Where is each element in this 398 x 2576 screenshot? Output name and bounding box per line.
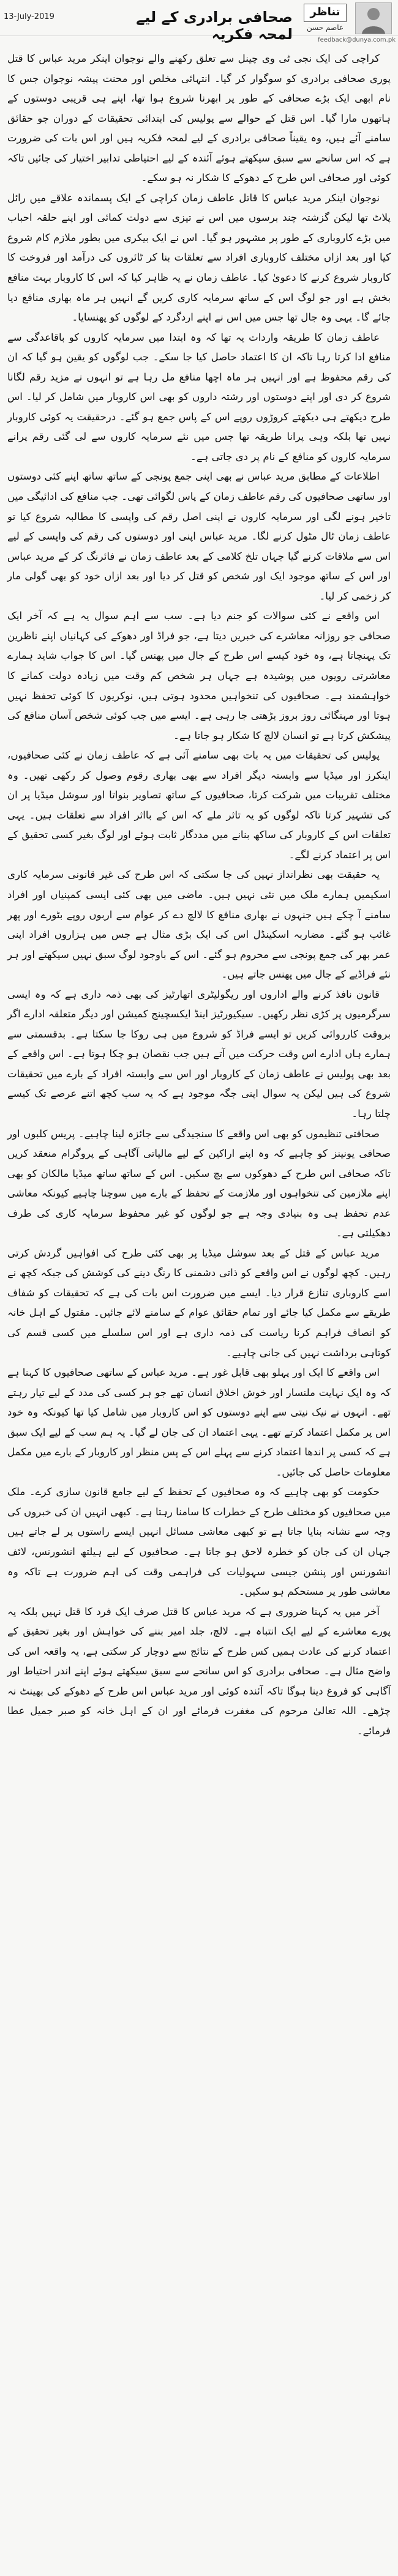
avatar-icon <box>356 3 391 34</box>
article-paragraph: صحافتی تنظیموں کو بھی اس واقعے کا سنجیدگی سے جائزہ لینا چاہیے۔ پریس کلبوں اور صحافی یونینز کو چاہیے کہ وہ اپنے اراکین کے لیے مالیاتی آگاہی کے پروگرام منعقد کریں تاکہ صحافی اس طرح کے دھوکوں سے بچ سکیں۔ اس کے ساتھ ساتھ میڈیا مالکان کو بھی اپنے ملازمین کی تنخواہوں اور ملازمت کے تحفظ کے بارے میں سوچنا چاہیے کیونکہ معاشی عدم تحفظ ہی وہ بنیادی وجہ ہے جو لوگوں کو غیر محفوظ سرمایہ کاری کی طرف دھکیلتی ہے۔ <box>7 1127 391 1239</box>
article-paragraph: مرید عباس کے قتل کے بعد سوشل میڈیا پر بھی کئی طرح کی افواہیں گردش کرتی رہیں۔ کچھ لوگوں نے اس واقعے کو ذاتی دشمنی کا رنگ دینے کی کوشش کی جبکہ کچھ نے اسے کاروباری تنازع قرار دیا۔ ایسے میں ضرورت اس بات کی ہے کہ تحقیقات کو شفاف طریقے سے مکمل کیا جائے اور تمام حقائق عوام کے سامنے لائے جائیں۔ مقتول کے اہل خانہ کو انصاف فراہم کرنا ریاست کی ذمہ داری ہے اور اس سلسلے میں کسی قسم کی کوتاہی برداشت نہیں کی جانی چاہیے۔ <box>7 1247 391 1359</box>
article-paragraph: نوجوان اینکر مرید عباس کا قاتل عاطف زمان کراچی کے ایک پسماندہ علاقے میں رائل پلاٹ تھا لیکن گزشتہ چند برسوں میں اس نے تیزی سے دولت کمائی اور اپنے حلقہ احباب میں بڑے کاروباری کے طور پر مشہور ہو گیا۔ اس نے ایک بیکری میں بطور ملازم کام شروع کیا اور بعد ازاں مختلف کاروباری افراد سے تعلقات بنا کر ٹائروں کی درآمد اور فروخت کا کاروبار شروع کرنے کا دعویٰ کیا۔ عاطف زمان نے یہ ظاہر کیا کہ اس کا کاروبار بہت منافع بخش ہے اور جو لوگ اس کے ساتھ سرمایہ کاری کریں گے انہیں ہر ماہ بھاری منافع دیا جائے گا۔ یہی وہ جال تھا جس میں اس نے اپنے اردگرد کے لوگوں کو پھنسایا۔ <box>7 191 391 324</box>
article-paragraph: حکومت کو بھی چاہیے کہ وہ صحافیوں کے تحفظ کے لیے جامع قانون سازی کرے۔ ملک میں صحافیوں کو مختلف طرح کے خطرات کا سامنا رہتا ہے۔ کبھی انہیں ان کی خبروں کی وجہ سے نشانہ بنایا جاتا ہے تو کبھی معاشی مسائل انہیں ایسے راستوں پر لے جاتے ہیں جہاں ان کی جان کو خطرہ لاحق ہو جاتا ہے۔ صحافیوں کے لیے ہیلتھ انشورنس، لائف انشورنس اور پنشن جیسی سہولیات کی فراہمی وقت کی اہم ضرورت ہے تاکہ وہ معاشی طور پر مستحکم ہو سکیں۔ <box>7 1486 391 1598</box>
author-photo <box>355 2 392 34</box>
article-paragraph: اطلاعات کے مطابق مرید عباس نے بھی اپنی جمع پونجی کے ساتھ ساتھ اپنے کئی دوستوں اور ساتھی صحافیوں کی رقم عاطف زمان کے پاس لگوائی تھی۔ جب منافع کی ادائیگی میں تاخیر ہونے لگی اور سرمایہ کاروں نے اپنی اصل رقم کی واپسی کا مطالبہ شروع کیا تو عاطف زمان ٹال مٹول کرنے لگا۔ مرید عباس اپنی اور دوستوں کی رقم کی واپسی کے لیے اس سے ملاقات کرنے گیا جہاں تلخ کلامی کے بعد عاطف زمان نے فائرنگ کر کے مرید عباس اور اس کے ساتھ موجود ایک اور شخص کو قتل کر دیا اور بعد ازاں خود کو بھی گولی مار کر زخمی کر لیا۔ <box>7 470 391 602</box>
publish-date: 13-July-2019 <box>4 12 54 21</box>
article-paragraph: آخر میں یہ کہنا ضروری ہے کہ مرید عباس کا قتل صرف ایک فرد کا قتل نہیں بلکہ یہ پورے معاشرے کے لیے ایک انتباہ ہے۔ لالچ، جلد امیر بننے کی خواہش اور بغیر تحقیق کے اعتماد کرنے کی عادت ہمیں کس طرح کے نتائج سے دوچار کر سکتی ہے، یہ واقعہ اس کی واضح مثال ہے۔ صحافی برادری کو اس سانحے سے سبق سیکھتے ہوئے اپنے اندر احتیاط اور آگاہی کو فروغ دینا ہوگا تاکہ آئندہ کوئی اور مرید عباس اس طرح کے دھوکے کی بھینٹ نہ چڑھے۔ اللہ تعالیٰ مرحوم کی مغفرت فرمائے اور ان کے اہل خانہ کو صبر جمیل عطا فرمائے۔ <box>7 1605 391 1737</box>
author-email: feedback@dunya.com.pk <box>318 37 396 43</box>
article-body <box>7 49 391 1741</box>
article-paragraph: اس واقعے کا ایک اور پہلو بھی قابل غور ہے۔ مرید عباس کے ساتھی صحافیوں کا کہنا ہے کہ وہ ایک نہایت ملنسار اور خوش اخلاق انسان تھے جو ہر کسی کی مدد کے لیے تیار رہتے تھے۔ انہوں نے نیک نیتی سے اپنے دوستوں کو اس کاروبار میں شامل کیا تھا کیونکہ وہ خود اس پر مکمل اعتماد کرتے تھے۔ یہی اعتماد ان کی جان لے گیا۔ یہ ہم سب کے لیے ایک سبق ہے کہ کسی پر اندھا اعتماد کرنے سے پہلے اس کے پس منظر اور کاروبار کے بارے میں مکمل معلومات حاصل کی جائیں۔ <box>7 1367 391 1478</box>
article-paragraph: اس واقعے نے کئی سوالات کو جنم دیا ہے۔ سب سے اہم سوال یہ ہے کہ آخر ایک صحافی جو روزانہ معاشرے کی خبریں دیتا ہے، جو فراڈ اور دھوکے کی کہانیاں اپنے ناظرین تک پہنچاتا ہے، وہ خود کیسے اس طرح کے جال میں پھنس گیا۔ اس کا جواب شاید ہمارے معاشرتی رویوں میں پوشیدہ ہے جہاں ہر شخص کم وقت میں زیادہ دولت کمانے کا خواہشمند ہے۔ صحافیوں کی تنخواہیں محدود ہوتی ہیں، نوکریوں کا کوئی تحفظ نہیں ہوتا اور مہنگائی روز بروز بڑھتی جا رہی ہے۔ ایسے میں جب کوئی شخص آسان منافع کی پیشکش کرتا ہے تو انسان لالچ کا شکار ہو جاتا ہے۔ <box>7 610 391 741</box>
headline: صحافی برادری کے لیے لمحہ فکریہ <box>136 9 293 43</box>
author-name: عاصم حسن <box>306 23 344 32</box>
article-paragraph: پولیس کی تحقیقات میں یہ بات بھی سامنے آئی ہے کہ عاطف زمان نے کئی صحافیوں، اینکرز اور میڈیا سے وابستہ دیگر افراد سے بھی بھاری رقوم وصول کر رکھی تھیں۔ وہ مختلف تقریبات میں شرکت کرتا، صحافیوں کے ساتھ تصاویر بنواتا اور سوشل میڈیا پر ان کی تشہیر کرتا تاکہ لوگوں کو یہ تاثر ملے کہ اس کے بااثر افراد سے تعلقات ہیں۔ یہی تعلقات اس کے کاروبار کی ساکھ بنانے میں مددگار ثابت ہوئے اور لوگ بغیر کسی تحقیق کے اس پر اعتماد کرنے لگے۔ <box>7 749 391 861</box>
article-paragraph: قانون نافذ کرنے والے اداروں اور ریگولیٹری اتھارٹیز کی بھی ذمہ داری ہے کہ وہ ایسی سرگرمیوں پر کڑی نظر رکھیں۔ سیکیورٹیز اینڈ ایکسچینج کمیشن اور دیگر متعلقہ ادارے اگر بروقت کارروائی کریں تو ایسے فراڈ کو شروع میں ہی روکا جا سکتا ہے۔ بدقسمتی سے ہمارے ہاں ادارے اس وقت حرکت میں آتے ہیں جب نقصان ہو چکا ہوتا ہے۔ اس واقعے کے بعد بھی پولیس نے عاطف زمان کے کاروبار اور اس سے وابستہ افراد کے بارے میں تحقیقات شروع کی ہیں لیکن یہ سوال اپنی جگہ موجود ہے کہ یہ سب کچھ اتنے عرصے تک کیسے چلتا رہا۔ <box>7 988 391 1119</box>
column-logo <box>304 4 347 22</box>
article-paragraph: کراچی کی ایک نجی ٹی وی چینل سے تعلق رکھنے والے نوجوان اینکر مرید عباس کا قتل پوری صحافی برادری کو سوگوار کر گیا۔ انتہائی مخلص اور محنت پیشہ نوجوان جس کا نام ابھی ایک بڑے صحافی کے طور پر ابھرنا شروع ہوا تھا، اپنے ہی قریبی دوستوں کے ہاتھوں مارا گیا۔ اس قتل کے حوالے سے پولیس کی ابتدائی تحقیقات کے دوران جو حقائق سامنے آئے ہیں، وہ یقیناً صحافی برادری کے لیے لمحہ فکریہ ہیں اور اس بات کی ضرورت ہے کہ اس سانحے سے سبق سیکھتے ہوئے آئندہ کے لیے احتیاطی تدابیر اختیار کی جائیں تاکہ کوئی اور صحافی اس طرح کے دھوکے کا شکار نہ ہو سکے۔ <box>7 53 391 184</box>
column-logo-text: تناظر <box>310 6 340 18</box>
article-paragraph: یہ حقیقت بھی نظرانداز نہیں کی جا سکتی کہ اس طرح کی غیر قانونی سرمایہ کاری اسکیمیں ہمارے ملک میں نئی نہیں ہیں۔ ماضی میں بھی کئی ایسی کمپنیاں اور افراد سامنے آ چکے ہیں جنہوں نے بھاری منافع کا لالچ دے کر عوام سے اربوں روپے بٹورے اور پھر غائب ہو گئے۔ مضاربہ اسکینڈل اس کی ایک بڑی مثال ہے جس میں ہزاروں افراد اپنی عمر بھر کی جمع پونجی سے محروم ہو گئے۔ اس کے باوجود لوگ سبق نہیں سیکھتے اور ہر نئے فراڈیے کے جال میں پھنس جاتے ہیں۔ <box>7 869 391 981</box>
article-paragraph: عاطف زمان کا طریقہ واردات یہ تھا کہ وہ ابتدا میں سرمایہ کاروں کو باقاعدگی سے منافع ادا کرتا رہا تاکہ ان کا اعتماد حاصل کیا جا سکے۔ جب لوگوں کو یقین ہو گیا کہ ان کی رقم محفوظ ہے اور انہیں ہر ماہ اچھا منافع مل رہا ہے تو انہوں نے مزید رقم لگانا شروع کر دی اور اپنے دوستوں اور رشتہ داروں کو بھی اس کاروبار میں شامل کر لیا۔ اس طرح دیکھتے ہی دیکھتے کروڑوں روپے اس کے پاس جمع ہو گئے۔ درحقیقت یہ کوئی کاروبار نہیں تھا بلکہ وہی پرانا طریقہ تھا جس میں نئے سرمایہ کاروں سے لی گئی رقم پرانے سرمایہ کاروں کو منافع کے نام پر دی جاتی ہے۔ <box>7 331 391 462</box>
